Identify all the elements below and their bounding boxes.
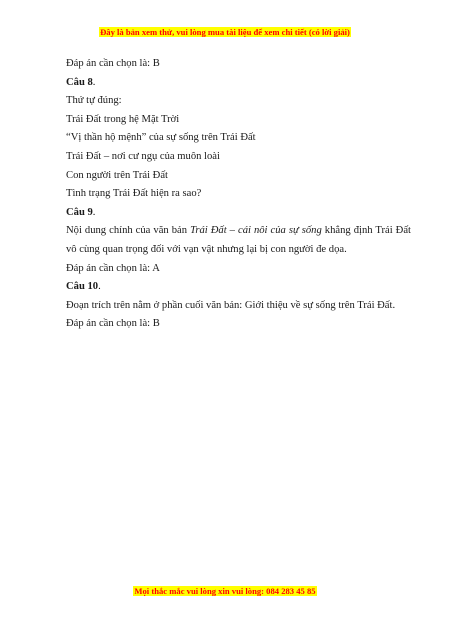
- preview-notice-text: Đây là bản xem thử, vui lòng mua tài liệu để xem chi tiết (có lời giải): [100, 27, 350, 37]
- q9-paragraph: [66, 222, 411, 259]
- q10-heading: [66, 278, 411, 297]
- q8-item-5: Tình trạng Trái Đất hiện ra sao?: [66, 188, 202, 200]
- q8-title: Câu 8: [66, 76, 93, 88]
- q9-text-after: khẳng định Trái Đất vô cùng quan trọng đối với vạn vật nhưng lại bị con người đe dọa.: [66, 225, 411, 255]
- q8-item-4: Con người trên Trái Đất: [66, 169, 168, 181]
- preview-notice-header: [0, 27, 450, 37]
- q10-title: Câu 10: [66, 281, 99, 293]
- q8-item-1: Trái Đất trong hệ Mặt Trời: [66, 113, 180, 125]
- contact-footer-text: Mọi thắc mắc vui lòng xin vui lòng: 084 283 45 85: [134, 586, 316, 596]
- q8-intro: Thứ tự đúng:: [66, 95, 122, 107]
- q9-title-suffix: .: [92, 206, 96, 218]
- q8-heading: [66, 74, 411, 93]
- q9-text-before: Nội dung chính của văn bản: [66, 225, 191, 237]
- q9-title: Câu 9: [66, 206, 93, 218]
- contact-footer: [0, 586, 450, 596]
- q10-text: Đoạn trích trên nằm ở phần cuối văn bản: Giới thiệu về sự sống trên Trái Đất.: [66, 299, 396, 311]
- q9-text-italic: Trái Đất – cái nôi của sự sống: [190, 225, 322, 237]
- q8-item-2: “Vị thần hộ mệnh” của sự sống trên Trái Đất: [66, 132, 256, 144]
- q10-title-suffix: .: [98, 281, 101, 293]
- document-content: [66, 55, 411, 334]
- q9-heading: [66, 204, 411, 223]
- q8-item-3: Trái Đất – nơi cư ngụ của muôn loài: [66, 150, 220, 162]
- q9-answer: Đáp án cần chọn là: A: [66, 262, 160, 274]
- q8-title-suffix: .: [92, 76, 96, 88]
- q7-answer: Đáp án cần chọn là: B: [66, 58, 160, 69]
- q10-answer: Đáp án cần chọn là: B: [66, 318, 160, 330]
